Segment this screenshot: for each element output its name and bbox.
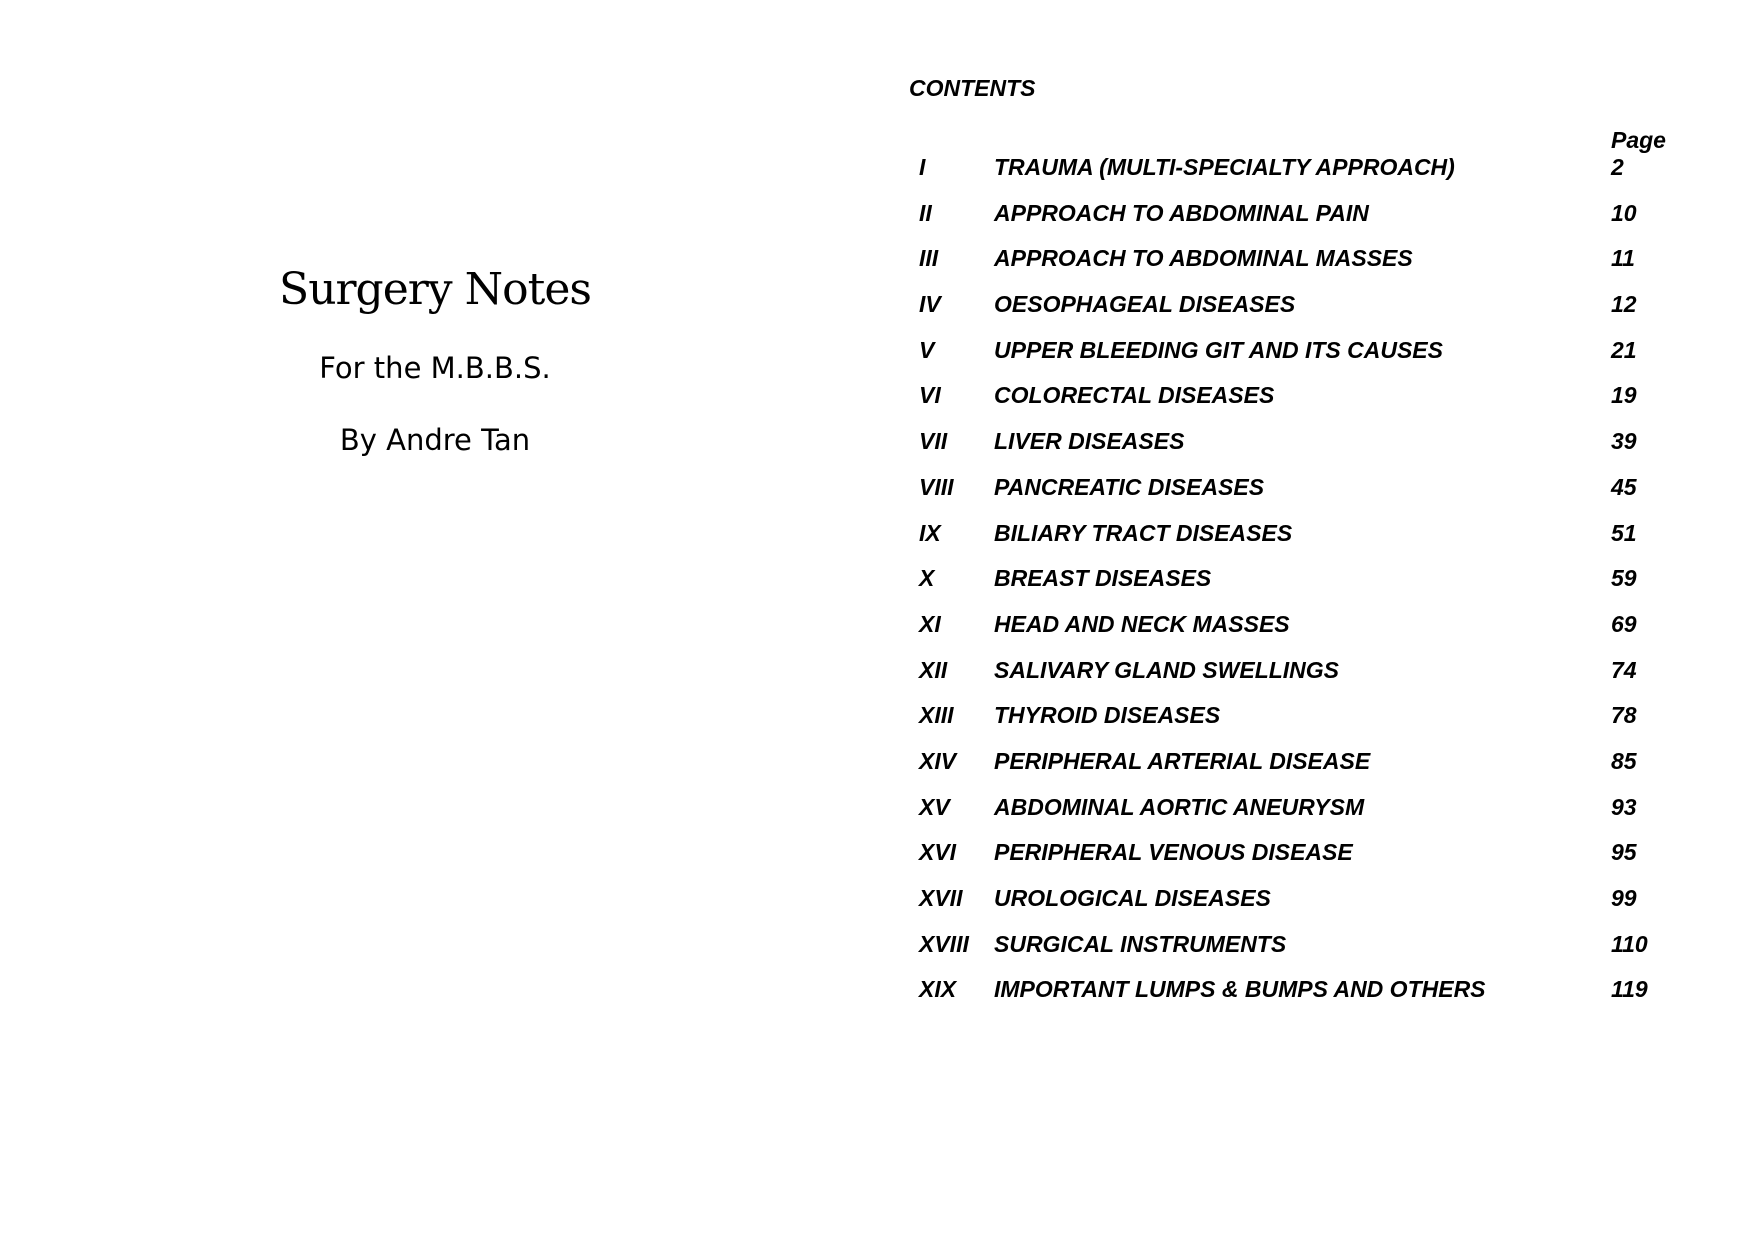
chapter-title: THYROID DISEASES [994, 702, 1221, 729]
chapter-title: LIVER DISEASES [994, 428, 1185, 455]
chapter-title: PERIPHERAL ARTERIAL DISEASE [994, 747, 1371, 774]
page-number: 19 [1611, 382, 1637, 409]
page-number: 69 [1611, 610, 1637, 637]
contents-page [877, 0, 1754, 1241]
toc-entry [877, 333, 1754, 379]
chapter-number: I [919, 154, 926, 180]
chapter-number: VI [919, 382, 941, 409]
page-number: 12 [1611, 291, 1637, 318]
chapter-title: PANCREATIC DISEASES [994, 473, 1265, 500]
book-subtitle: For the M.B.B.S. [319, 351, 551, 385]
title-block [0, 260, 870, 460]
chapter-title: ABDOMINAL AORTIC ANEURYSM [994, 793, 1365, 820]
page-column-header: Page [1611, 127, 1666, 153]
page-number: 95 [1611, 839, 1637, 866]
chapter-title: APPROACH TO ABDOMINAL MASSES [994, 245, 1413, 272]
toc-entry [877, 927, 1754, 973]
chapter-number: IV [919, 291, 941, 318]
page-number: 2 [1611, 154, 1624, 180]
page-number: 21 [1611, 336, 1637, 363]
chapter-number: III [919, 245, 939, 272]
toc-entry [877, 698, 1754, 744]
toc-entry [877, 835, 1754, 881]
table-of-contents [877, 150, 1754, 1018]
chapter-number: IX [919, 519, 941, 546]
chapter-title: HEAD AND NECK MASSES [994, 610, 1290, 637]
toc-entry [877, 516, 1754, 562]
contents-heading: CONTENTS [909, 75, 1036, 101]
chapter-number: XIX [919, 976, 957, 1003]
page-number: 39 [1611, 428, 1637, 455]
page-number: 11 [1611, 245, 1635, 272]
book-author: By Andre Tan [339, 423, 531, 457]
page-number: 59 [1611, 565, 1637, 592]
chapter-title: OESOPHAGEAL DISEASES [994, 291, 1296, 318]
page-number: 51 [1611, 519, 1637, 546]
chapter-title: UPPER BLEEDING GIT AND ITS CAUSES [994, 336, 1443, 363]
chapter-number: XVI [919, 839, 957, 866]
chapter-title: SURGICAL INSTRUMENTS [994, 930, 1287, 957]
page-number: 99 [1611, 885, 1637, 911]
chapter-number: XI [919, 610, 941, 637]
toc-entry [877, 653, 1754, 699]
chapter-number: XVIII [919, 930, 969, 957]
toc-entry [877, 196, 1754, 242]
toc-entry [877, 790, 1754, 836]
page-number: 45 [1611, 473, 1637, 500]
page-number: 110 [1611, 930, 1648, 957]
toc-entry [877, 607, 1754, 653]
chapter-number: XV [919, 793, 950, 820]
chapter-number: V [919, 336, 935, 363]
chapter-title: APPROACH TO ABDOMINAL PAIN [994, 199, 1369, 226]
toc-entry [877, 241, 1754, 287]
page-number: 85 [1611, 747, 1637, 774]
chapter-title: TRAUMA (MULTI-SPECIALTY APPROACH) [994, 154, 1455, 180]
toc-entry [877, 287, 1754, 333]
toc-entry [877, 561, 1754, 607]
chapter-number: XII [919, 656, 948, 683]
chapter-number: II [919, 199, 932, 226]
chapter-title: BREAST DISEASES [994, 565, 1212, 592]
chapter-title: UROLOGICAL DISEASES [994, 885, 1271, 911]
page-number: 78 [1611, 702, 1637, 729]
toc-entry [877, 470, 1754, 516]
chapter-title: COLORECTAL DISEASES [994, 382, 1275, 409]
page-number: 119 [1611, 976, 1648, 1003]
toc-entry [877, 378, 1754, 424]
chapter-number: XIII [919, 702, 954, 729]
chapter-title: SALIVARY GLAND SWELLINGS [994, 656, 1340, 683]
toc-entry [877, 881, 1754, 927]
page-number: 74 [1611, 656, 1637, 683]
page-number: 93 [1611, 793, 1637, 820]
toc-entry [877, 150, 1754, 196]
chapter-title: PERIPHERAL VENOUS DISEASE [994, 839, 1353, 866]
page-number: 10 [1611, 199, 1637, 226]
chapter-number: VIII [919, 473, 954, 500]
chapter-title: IMPORTANT LUMPS & BUMPS AND OTHERS [994, 976, 1486, 1003]
toc-entry [877, 972, 1754, 1018]
chapter-number: VII [919, 428, 948, 455]
toc-entry [877, 424, 1754, 470]
book-title: Surgery Notes [279, 264, 591, 315]
chapter-number: XVII [919, 885, 963, 911]
chapter-number: XIV [919, 747, 957, 774]
toc-entry [877, 744, 1754, 790]
chapter-number: X [919, 565, 935, 592]
chapter-title: BILIARY TRACT DISEASES [994, 519, 1293, 546]
